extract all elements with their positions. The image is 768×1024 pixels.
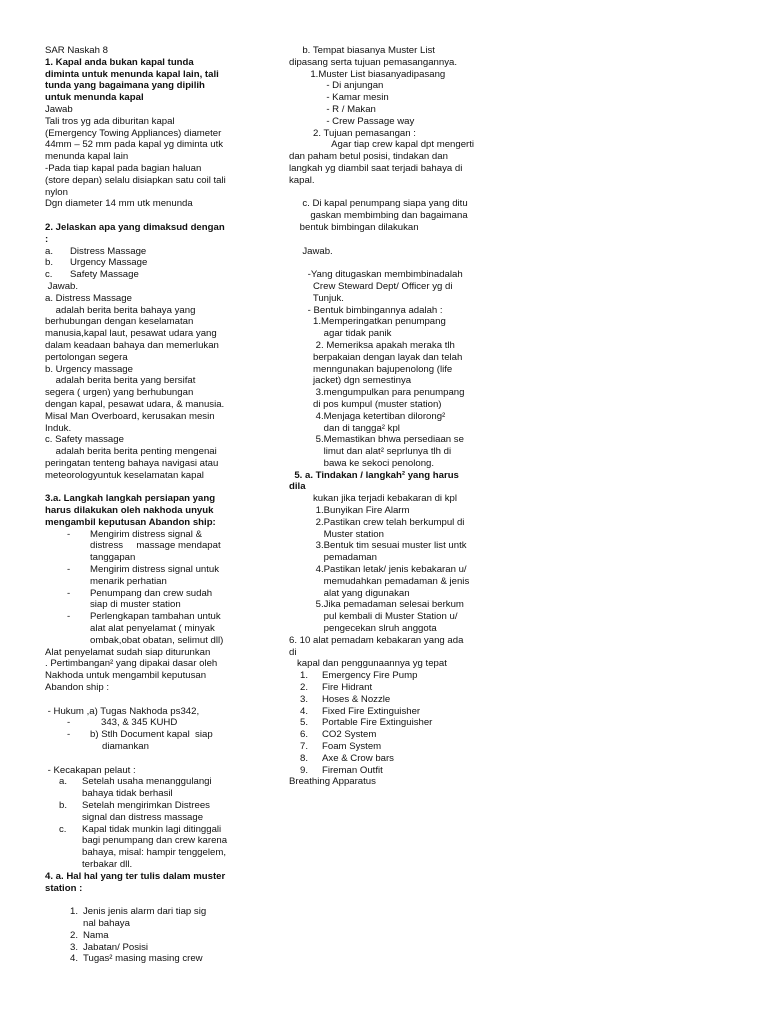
hukum-sub-text: b) Stlh Document kapal siap	[90, 729, 213, 741]
kecakapan-text: bahaya, misal: hampir tenggelem,	[82, 847, 226, 859]
dash-bullet: -	[67, 717, 71, 729]
q2-answer-line: b. Urgency massage	[45, 363, 133, 375]
q6-item-num: 1.	[300, 670, 309, 682]
q4c-answer-line: - Bentuk bimbingannya adalah :	[289, 304, 443, 316]
q1-answer-line: Jawab	[45, 103, 73, 115]
q4-item-text: Jenis jenis alarm dari tiap sig	[83, 906, 207, 918]
q3-after-line: . Pertimbangan² yang dipakai dasar oleh	[45, 658, 218, 670]
q6-item	[289, 717, 494, 729]
q2-answer-line: Jawab.	[45, 280, 79, 292]
kecakapan-text: Setelah mengirimkan Distrees	[82, 800, 210, 811]
q5-answer-line: memudahkan pemadaman & jenis	[289, 575, 470, 587]
q4-item-num: 2.	[70, 929, 79, 941]
q4b-line: - Kamar mesin	[289, 92, 389, 104]
question-4a	[45, 871, 270, 965]
q4c-answer-line: Crew Steward Dept/ Officer yg di	[289, 280, 453, 292]
q6-item-text: Fire Hidrant	[322, 682, 373, 694]
q5-answer-line: Muster station	[289, 528, 384, 540]
dash-item-line: ombak,obat obatan, selimut dll)	[90, 634, 224, 646]
q2-answer-line: dalam keadaan bahaya dan memerlukan	[45, 339, 219, 351]
q2-option	[45, 246, 270, 258]
q2-answer-line: manusia,kapal laut, pesawat udara yang	[45, 328, 217, 340]
dash-item-line: tanggapan	[90, 552, 136, 564]
q6-item-num: 9.	[300, 764, 309, 776]
hukum-sub-text: diamankan	[102, 741, 149, 753]
q2-option	[45, 257, 270, 269]
q6-item	[289, 706, 494, 718]
q2-answer-line: dengan kapal, pesawat udara, & manusia.	[45, 398, 225, 410]
q5-answer-line: alat yang digunakan	[289, 587, 410, 599]
question-6	[289, 635, 494, 788]
q2-answer-line: a. Distress Massage	[45, 292, 132, 304]
q6-last-line: Breathing Apparatus	[289, 776, 376, 788]
q4-item	[45, 942, 270, 954]
dash-item-line: Mengirim distress signal untuk	[90, 564, 220, 576]
q4-question-line: 4. a. Hal hal yang ter tulis dalam muster	[45, 870, 226, 882]
q4c-line: c. Di kapal penumpang siapa yang ditu	[289, 198, 468, 210]
option-label: a.	[45, 245, 54, 257]
q6-item-text: Hoses & Nozzle	[322, 693, 391, 705]
q4b-line: Agar tiap crew kapal dpt mengerti	[289, 139, 475, 151]
q4c-answer-line: berpakaian dengan layak dan telah	[289, 351, 463, 363]
q4c-answer-line: dan di tangga² kpl	[289, 422, 400, 434]
q4b-line: - Crew Passage way	[289, 115, 415, 127]
q4c-line: bentuk bimbingan dilakukan	[289, 221, 419, 233]
q3-question-line: 3.a. Langkah langkah persiapan yang	[45, 493, 216, 505]
dash-bullet: -	[67, 528, 71, 540]
hukum-line: - Hukum ,a) Tugas Nakhoda ps342,	[45, 705, 200, 717]
q6-item-num: 6.	[300, 729, 309, 741]
q4c-answer-line: 2. Memeriksa apakah meraka tlh	[289, 339, 455, 351]
q6-item-num: 5.	[300, 717, 309, 729]
dash-item-line: Perlengkapan tambahan untuk	[90, 611, 221, 623]
q6-item	[289, 682, 494, 694]
option-text: Safety Massage	[70, 269, 139, 281]
q1-question-line: untuk menunda kapal	[45, 92, 144, 104]
q3-dash-item	[45, 611, 270, 646]
q4b-line: - Di anjungan	[289, 80, 384, 92]
kecakapan-text: Kapal tidak munkin lagi ditinggali	[82, 823, 222, 835]
q2-answer-line: meteorologyuntuk keselamatan kapal	[45, 469, 204, 481]
q6-item	[289, 765, 494, 777]
q3-dash-item	[45, 588, 270, 612]
q3-question-line: harus dilakukan oleh nakhoda unyuk	[45, 505, 214, 517]
q4b-line: 1.Muster List biasanyadipasang	[289, 68, 446, 80]
q6-item-text: Foam System	[322, 741, 382, 753]
option-label: c.	[45, 269, 53, 281]
kecakapan-label: a.	[59, 776, 68, 788]
option-text: Urgency Massage	[70, 257, 148, 269]
question-4b	[289, 45, 494, 187]
q4c-answer-line: jacket) dgn semestinya	[289, 375, 412, 387]
dash-bullet: -	[67, 564, 71, 576]
q2-answer-line: peringatan tenteng bahaya navigasi atau	[45, 457, 219, 469]
kecakapan-text: bahaya tidak berhasil	[82, 788, 173, 800]
q4b-line: dan paham betul posisi, tindakan dan	[289, 151, 448, 163]
dash-bullet: -	[67, 587, 71, 599]
q4-item-text: Nama	[83, 929, 109, 941]
q5-answer-line: kukan jika terjadi kebakaran di kpl	[289, 493, 457, 505]
q6-item	[289, 694, 494, 706]
q2-question-line: 2. Jelaskan apa yang dimaksud dengan	[45, 221, 225, 233]
q6-item-num: 7.	[300, 741, 309, 753]
q4b-line: langkah yg diambil saat terjadi bahaya di	[289, 162, 463, 174]
q4b-line: kapal.	[289, 174, 315, 186]
q2-answer-line: Induk.	[45, 422, 72, 434]
dash-item-line: siap di muster station	[90, 599, 181, 611]
left-column	[45, 45, 270, 965]
q5-answer-line: 2.Pastikan crew telah berkumpul di	[289, 516, 465, 528]
q3-after-line: Nakhoda untuk mengambil keputusan	[45, 670, 207, 682]
question-1	[45, 57, 270, 210]
q4c-answer-line: 1.Memperingatkan penumpang	[289, 316, 446, 328]
hukum-sub-item	[45, 729, 270, 753]
q3-after-line: Abandon ship :	[45, 682, 110, 694]
hukum-sub-text: 343, & 345 KUHD	[101, 717, 178, 729]
q4c-answer-line: Jawab.	[289, 245, 333, 257]
option-text: Distress Massage	[70, 245, 147, 257]
q1-answer-line: 44mm – 52 mm pada kapal yg diminta utk	[45, 139, 224, 151]
q6-item-num: 8.	[300, 752, 309, 764]
document-title: SAR Naskah 8	[45, 45, 108, 56]
dash-item-line: Mengirim distress signal &	[90, 528, 202, 540]
q4c-answer-line	[289, 257, 494, 269]
q2-answer-line: adalah berita berita yang bersifat	[45, 375, 196, 387]
kecakapan-text: bagi penumpang dan crew karena	[82, 835, 228, 847]
kecakapan-line: - Kecakapan pelaut :	[45, 764, 136, 776]
q6-line: kapal dan penggunaannya yg tepat	[289, 658, 447, 670]
q1-answer-line: nylon	[45, 186, 68, 198]
question-4c	[289, 198, 494, 469]
question-2	[45, 222, 270, 482]
q6-item	[289, 670, 494, 682]
hukum-sub-item	[45, 717, 270, 729]
q6-line: di	[289, 646, 297, 658]
q2-option	[45, 269, 270, 281]
q6-item-num: 4.	[300, 705, 309, 717]
kecakapan-item	[45, 776, 270, 800]
q6-item-text: CO2 System	[322, 729, 377, 741]
q6-item-text: Axe & Crow bars	[322, 752, 394, 764]
q1-question-line: 1. Kapal anda bukan kapal tunda	[45, 56, 194, 68]
q1-answer-line: (Emergency Towing Appliances) diameter	[45, 127, 222, 139]
q4c-answer-line: 4.Menjaga ketertiban dilorong²	[289, 410, 446, 422]
q4-item-num: 3.	[70, 941, 79, 953]
q3-question-line: mengambil keputusan Abandon ship:	[45, 516, 216, 528]
q1-answer-line: (store depan) selalu disiapkan satu coil tali	[45, 174, 226, 186]
q4-item-text: nal bahaya	[83, 917, 130, 929]
kecakapan-item	[45, 800, 270, 824]
dash-bullet: -	[67, 729, 71, 741]
q5-answer-line: pengecekan slruh anggota	[289, 623, 437, 635]
q6-item-num: 3.	[300, 693, 309, 705]
q3-after-line: Alat penyelamat sudah siap diturunkan	[45, 646, 211, 658]
q4-item-num: 1.	[70, 906, 79, 918]
q1-answer-line: Tali tros yg ada diburitan kapal	[45, 115, 175, 127]
q1-answer-line: -Pada tiap kapal pada bagian haluan	[45, 162, 202, 174]
q4c-answer-line: 5.Memastikan bhwa persediaan se	[289, 434, 464, 446]
kecakapan-text: signal dan distress massage	[82, 811, 204, 823]
q6-line: 6. 10 alat pemadam kebakaran yang ada	[289, 634, 464, 646]
q4c-line: gaskan membimbing dan bagaimana	[289, 210, 468, 222]
q5-question-line: dila	[289, 481, 306, 493]
q2-answer-line: berhubungan dengan keselamatan	[45, 316, 194, 328]
q4b-line: 2. Tujuan pemasangan :	[289, 127, 416, 139]
q4-item	[45, 930, 270, 942]
q1-answer-line: Dgn diameter 14 mm utk menunda	[45, 198, 193, 210]
q1-question-line: tunda yang bagaimana yang dipilih	[45, 80, 205, 92]
dash-item-line: distress massage mendapat	[90, 540, 221, 552]
question-3	[45, 493, 270, 871]
q5-answer-line: pemadaman	[289, 552, 377, 564]
q4b-line: dipasang serta tujuan pemasangannya.	[289, 56, 458, 68]
kecakapan-label: c.	[59, 823, 67, 835]
q2-question-line: :	[45, 233, 49, 245]
q2-answer-line: Misal Man Overboard, kerusakan mesin	[45, 410, 215, 422]
q4-item-text: Tugas² masing masing crew	[83, 953, 203, 965]
dash-item-line: Penumpang dan crew sudah	[90, 587, 213, 599]
dash-item-line: menarik perhatian	[90, 575, 167, 587]
q5-answer-line: 1.Bunyikan Fire Alarm	[289, 505, 410, 517]
q3-dash-item	[45, 529, 270, 564]
q4c-answer-line: -Yang ditugaskan membimbinadalah	[289, 269, 463, 281]
q4-question-line: station :	[45, 882, 83, 894]
question-5	[289, 470, 494, 635]
q1-question-line: diminta untuk menunda kapal lain, tali	[45, 68, 219, 80]
q2-answer-line: segera ( urgen) yang berhubungan	[45, 387, 194, 399]
dash-bullet: -	[67, 611, 71, 623]
q3-dash-item	[45, 564, 270, 588]
q5-answer-line: 5.Jika pemadaman selesai berkum	[289, 599, 464, 611]
q6-item-text: Portable Fire Extinguisher	[322, 717, 433, 729]
q4c-answer-line: limut dan alat² seprlunya tlh di	[289, 446, 452, 458]
q6-item	[289, 741, 494, 753]
right-column	[289, 45, 494, 788]
q2-answer-line: adalah berita berita bahaya yang	[45, 304, 196, 316]
q4c-answer-line: di pos kumpul (muster station)	[289, 398, 442, 410]
kecakapan-item	[45, 824, 270, 871]
q4b-line: - R / Makan	[289, 103, 376, 115]
kecakapan-text: terbakar dll.	[82, 858, 133, 870]
dash-item-line: alat alat penyelamat ( minyak	[90, 623, 215, 635]
q4c-answer-line: Tunjuk.	[289, 292, 344, 304]
q4c-answer-line: menngunakan bajupenolong (life	[289, 363, 453, 375]
q6-item-text: Fixed Fire Extinguisher	[322, 705, 421, 717]
q5-answer-line: 4.Pastikan letak/ jenis kebakaran u/	[289, 564, 467, 576]
q4b-line: b. Tempat biasanya Muster List	[289, 45, 435, 56]
kecakapan-label: b.	[59, 800, 68, 811]
q2-answer-line: adalah berita berita penting mengenai	[45, 446, 217, 458]
kecakapan-text: Setelah usaha menanggulangi	[82, 776, 212, 788]
q6-item	[289, 729, 494, 741]
option-label: b.	[45, 257, 54, 269]
q6-item-text: Emergency Fire Pump	[322, 670, 418, 682]
q6-item	[289, 753, 494, 765]
q4-item	[45, 906, 270, 930]
q1-answer-line: menunda kapal lain	[45, 151, 129, 163]
q5-answer-line: pul kembali di Muster Station u/	[289, 611, 458, 623]
q4c-answer-line: bawa ke sekoci penolong.	[289, 457, 435, 469]
q4c-answer-line: 3.mengumpulkan para penumpang	[289, 387, 465, 399]
q5-answer-line: 3.Bentuk tim sesuai muster list untk	[289, 540, 467, 552]
q6-item-num: 2.	[300, 682, 309, 694]
q4-item-text: Jabatan/ Posisi	[83, 941, 149, 953]
q4-item-num: 4.	[70, 953, 79, 965]
q2-answer-line: c. Safety massage	[45, 434, 124, 446]
q2-answer-line: pertolongan segera	[45, 351, 128, 363]
q6-item-text: Fireman Outfit	[322, 764, 383, 776]
q4-item	[45, 953, 270, 965]
q4c-answer-line: agar tidak panik	[289, 328, 392, 340]
q5-question-line: 5. a. Tindakan / langkah² yang harus	[289, 469, 459, 481]
